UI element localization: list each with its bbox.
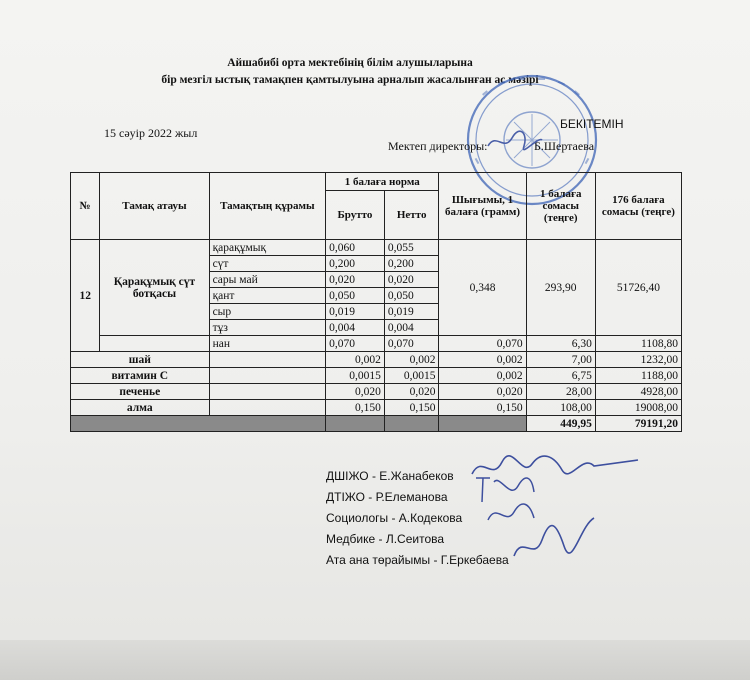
netto-value: 0,150 (384, 400, 439, 416)
netto-value: 0,055 (384, 240, 439, 256)
table-row (71, 400, 682, 416)
ingredient-name: сыр (209, 304, 326, 320)
empty-cell (100, 336, 209, 352)
table-row (71, 384, 682, 400)
cost-one-value: 108,00 (526, 400, 595, 416)
netto-value: 0,004 (384, 320, 439, 336)
item-name: витамин С (71, 368, 210, 384)
approval-label: БЕКІТЕМІН (560, 117, 624, 131)
item-name: шай (71, 352, 210, 368)
netto-value: 0,070 (384, 336, 439, 352)
dish-name: Қарақұмық сүт ботқасы (100, 240, 209, 336)
cost-total-value: 1108,80 (595, 336, 681, 352)
totals-row (71, 416, 682, 432)
menu-table (70, 172, 682, 432)
totals-filler (326, 416, 385, 432)
empty-cell (209, 400, 326, 416)
brutto-value: 0,019 (326, 304, 385, 320)
total-cost-one: 449,95 (526, 416, 595, 432)
ingredient-name: тұз (209, 320, 326, 336)
brutto-value: 0,060 (326, 240, 385, 256)
totals-filler (439, 416, 526, 432)
yield-value: 0,002 (439, 352, 526, 368)
netto-value: 0,0015 (384, 368, 439, 384)
brutto-value: 0,004 (326, 320, 385, 336)
signatory: Ата ана төрайымы - Г.Еркебаева (326, 553, 509, 567)
yield-value: 0,070 (439, 336, 526, 352)
empty-cell (209, 352, 326, 368)
empty-cell (209, 384, 326, 400)
brutto-value: 0,020 (326, 384, 385, 400)
title-line-2: бір мезгіл ыстық тамақпен қамтылуына арналып жасалынған ас мәзірі (161, 74, 539, 86)
cost-one-value: 28,00 (526, 384, 595, 400)
cost-one-value: 6,75 (526, 368, 595, 384)
director-signature (484, 128, 544, 154)
totals-filler (384, 416, 439, 432)
header-brutto: Брутто (326, 191, 385, 240)
brutto-value: 0,200 (326, 256, 385, 272)
brutto-value: 0,050 (326, 288, 385, 304)
signatory: Социологы - А.Кодекова (326, 511, 463, 525)
netto-value: 0,200 (384, 256, 439, 272)
cost-total-value: 1188,00 (595, 368, 681, 384)
signatory: ДШІЖО - Е.Жанабеков (326, 469, 454, 483)
header-no: № (71, 173, 100, 240)
director-label: Мектеп директоры: (388, 139, 488, 153)
cost-total-value: 1232,00 (595, 352, 681, 368)
netto-value: 0,002 (384, 352, 439, 368)
item-name: алма (71, 400, 210, 416)
director-name: Б.Шертаева (534, 139, 595, 153)
total-cost-total: 79191,20 (595, 416, 681, 432)
cost-total-value: 51726,40 (595, 240, 681, 336)
cost-total-value: 4928,00 (595, 384, 681, 400)
header-cost-total: 176 балаға сомасы (теңге) (595, 173, 681, 240)
empty-cell (209, 368, 326, 384)
ingredient-name: қарақұмық (209, 240, 326, 256)
cost-one-value: 7,00 (526, 352, 595, 368)
brutto-value: 0,020 (326, 272, 385, 288)
cost-one-value: 6,30 (526, 336, 595, 352)
yield-value: 0,348 (439, 240, 526, 336)
cost-one-value: 293,90 (526, 240, 595, 336)
netto-value: 0,020 (384, 272, 439, 288)
table-row (71, 368, 682, 384)
yield-value: 0,020 (439, 384, 526, 400)
netto-value: 0,019 (384, 304, 439, 320)
signatory: ДТІЖО - Р.Елеманова (326, 490, 448, 504)
brutto-value: 0,070 (326, 336, 385, 352)
brutto-value: 0,0015 (326, 368, 385, 384)
header-yield: Шығымы, 1 балаға (грамм) (439, 173, 526, 240)
cost-total-value: 19008,00 (595, 400, 681, 416)
header-cost-one: 1 балаға сомасы (теңге) (526, 173, 595, 240)
ingredient-name: нан (209, 336, 326, 352)
signature-4 (508, 516, 598, 568)
menu-date: 15 сәуір 2022 жыл (104, 126, 198, 140)
page-shadow (0, 640, 750, 680)
table-row (71, 336, 682, 352)
netto-value: 0,020 (384, 384, 439, 400)
yield-value: 0,002 (439, 368, 526, 384)
header-netto: Нетто (384, 191, 439, 240)
table-row (71, 352, 682, 368)
ingredient-name: сүт (209, 256, 326, 272)
header-dish: Тамақ атауы (100, 173, 209, 240)
ingredient-name: қант (209, 288, 326, 304)
item-name: печенье (71, 384, 210, 400)
netto-value: 0,050 (384, 288, 439, 304)
ingredient-name: сары май (209, 272, 326, 288)
header-composition: Тамақтың құрамы (209, 173, 326, 240)
totals-filler (71, 416, 326, 432)
brutto-value: 0,002 (326, 352, 385, 368)
signatory: Медбике - Л.Сеитова (326, 532, 445, 546)
table-row (71, 240, 682, 256)
header-norm: 1 балаға норма (326, 173, 439, 191)
title-line-1: Айшабибі орта мектебінің бiлiм алушыларына (227, 57, 473, 69)
group-number: 12 (71, 240, 100, 352)
brutto-value: 0,150 (326, 400, 385, 416)
yield-value: 0,150 (439, 400, 526, 416)
